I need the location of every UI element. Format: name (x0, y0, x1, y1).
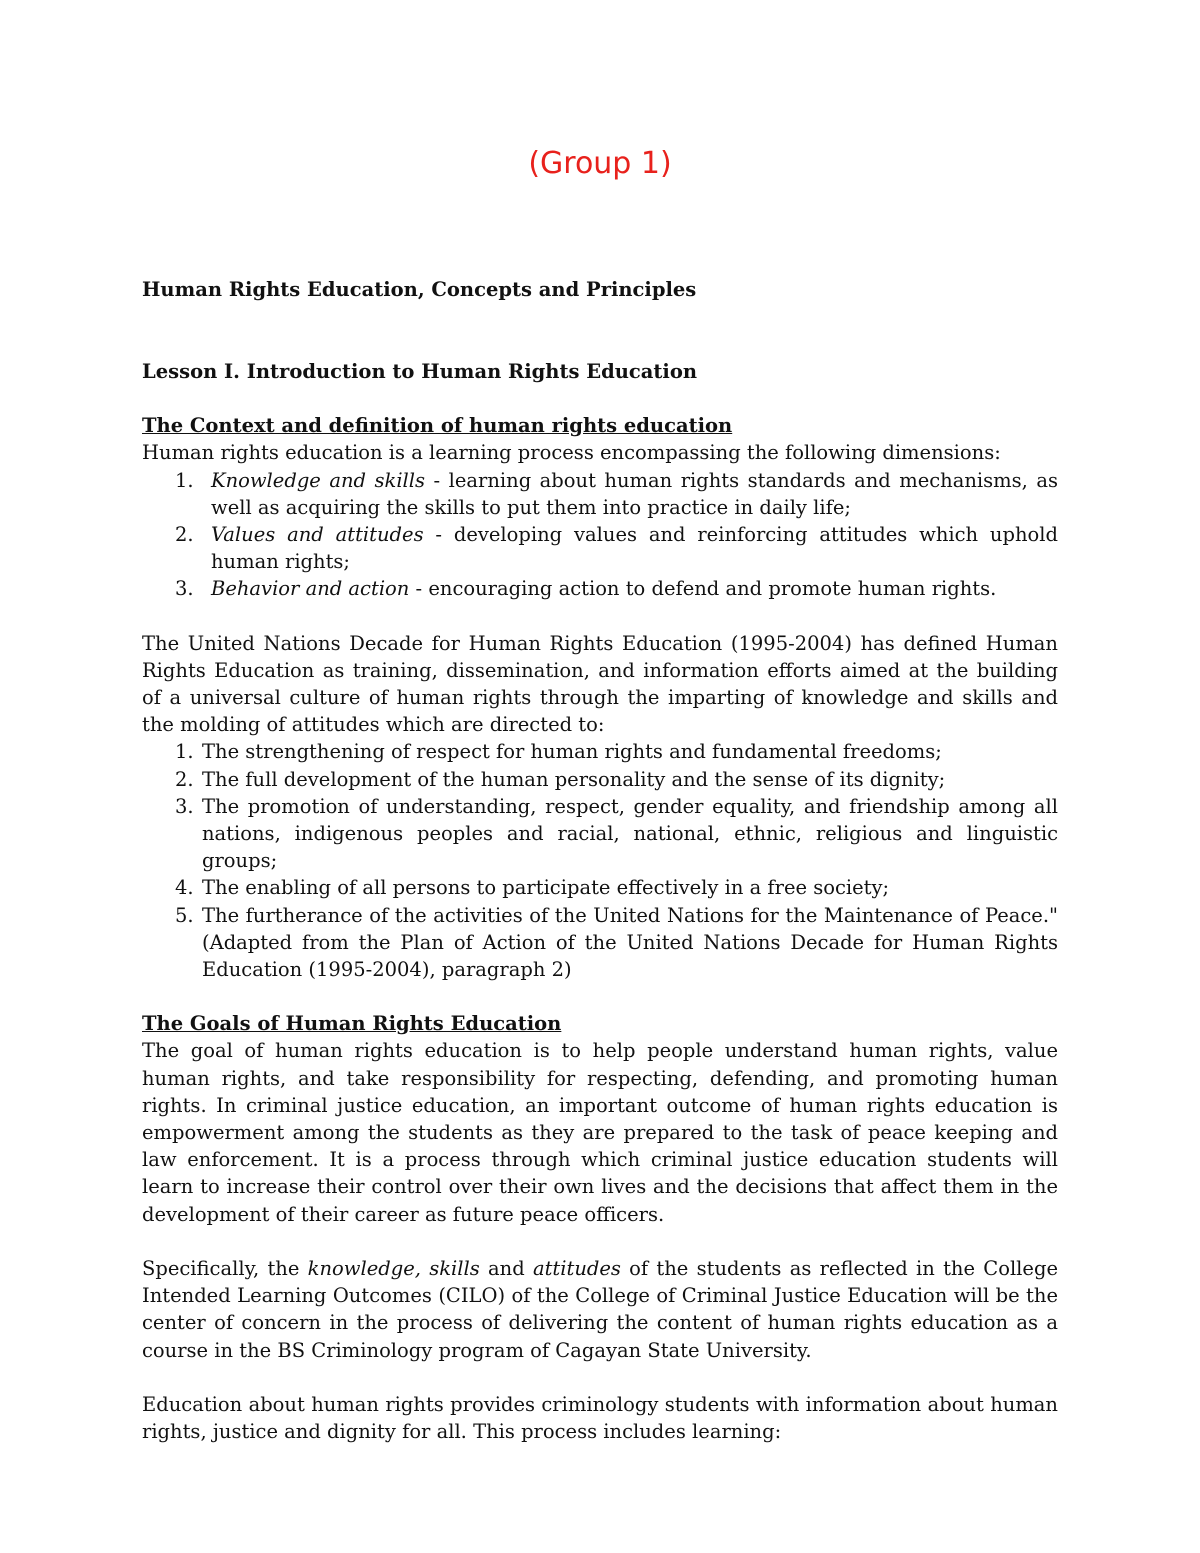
lesson-title: Lesson I. Introduction to Human Rights Education (142, 360, 698, 383)
goals-paragraph: The goal of human rights education is to help people understand human rights, value human rights, and take responsibility for respecting, defending, and promoting human rights. In criminal justice education, an important outcome of human rights education is empowerment among the students as they are prepared to the task of peace keeping and law enforcement. It is a process through which criminal justice education students will learn to increase their control over their own lives and the decisions that affect them in the development of their career as future peace officers. (142, 1039, 1058, 1226)
paragraph-text: and (479, 1256, 533, 1280)
emphasis-text: knowledge, skills (307, 1256, 480, 1280)
list-item (142, 902, 1058, 984)
list-number: 2. (175, 523, 194, 547)
group-label: (Group 1) (528, 146, 672, 181)
list-item (142, 874, 1058, 901)
dimension-term: Values and attitudes (211, 523, 424, 547)
list-item (142, 793, 1058, 875)
list-number: 1. (175, 468, 194, 492)
list-item (142, 766, 1058, 793)
list-item (142, 521, 1058, 575)
list-item (142, 467, 1058, 521)
section-heading-goals: The Goals of Human Rights Education (142, 1012, 562, 1036)
un-paragraph: The United Nations Decade for Human Rights Education (1995-2004) has defined Human Rights Education as training, dissemination, and information efforts aimed at the building of a universal culture of human rights through the imparting of knowledge and skills and the molding of attitudes which are directed to: (142, 631, 1058, 737)
paragraph-text: Specifically, the (142, 1256, 308, 1280)
list-number: 5. (175, 903, 194, 927)
objective-text: The furtherance of the activities of the United Nations for the Maintenance of Peace." (Adapted from the Plan of Action of the United Nations Decade for Human Rights Education (1995-2004), paragraph 2) (202, 903, 1058, 982)
list-number: 2. (175, 767, 194, 791)
document-body (142, 276, 1058, 1445)
list-item (142, 738, 1058, 765)
list-number: 4. (175, 876, 194, 900)
dimension-text: - developing values and reinforcing attitudes which uphold human rights; (211, 523, 1058, 574)
dimension-text: - learning about human rights standards and mechanisms, as well as acquiring the skills to put them into practice in daily life; (211, 468, 1058, 519)
un-objectives-list (142, 738, 1058, 983)
education-about-paragraph: Education about human rights provides criminology students with information about human rights, justice and dignity for all. This process includes learning: (142, 1392, 1058, 1443)
objective-text: The full development of the human personality and the sense of its dignity; (202, 767, 946, 791)
objective-text: The enabling of all persons to participate effectively in a free society; (202, 876, 890, 900)
objective-text: The promotion of understanding, respect, gender equality, and friendship among all nations, indigenous peoples and racial, national, ethnic, religious and linguistic groups; (202, 794, 1058, 873)
list-number: 3. (175, 577, 194, 601)
dimensions-list (142, 467, 1058, 603)
list-item (142, 575, 1058, 602)
dimension-term: Behavior and action (211, 577, 410, 601)
dimension-text: - encouraging action to defend and promote human rights. (409, 577, 997, 601)
paragraph-text: of the students as reflected in the College Intended Learning Outcomes (CILO) of the College of Criminal Justice Education will be the center of concern in the process of delivering the content of human rights education as a course in the BS Criminology program of Cagayan State University. (142, 1256, 1058, 1362)
objective-text: The strengthening of respect for human rights and fundamental freedoms; (202, 740, 942, 764)
dimension-term: Knowledge and skills (211, 468, 426, 492)
list-number: 1. (175, 740, 194, 764)
specifically-paragraph (142, 1255, 1058, 1364)
emphasis-text: attitudes (532, 1256, 621, 1280)
document-title: Human Rights Education, Concepts and Principles (142, 278, 697, 301)
list-number: 3. (175, 794, 194, 818)
dimensions-intro: Human rights education is a learning process encompassing the following dimensions: (142, 441, 1001, 465)
section-heading-context: The Context and definition of human rights education (142, 414, 733, 438)
